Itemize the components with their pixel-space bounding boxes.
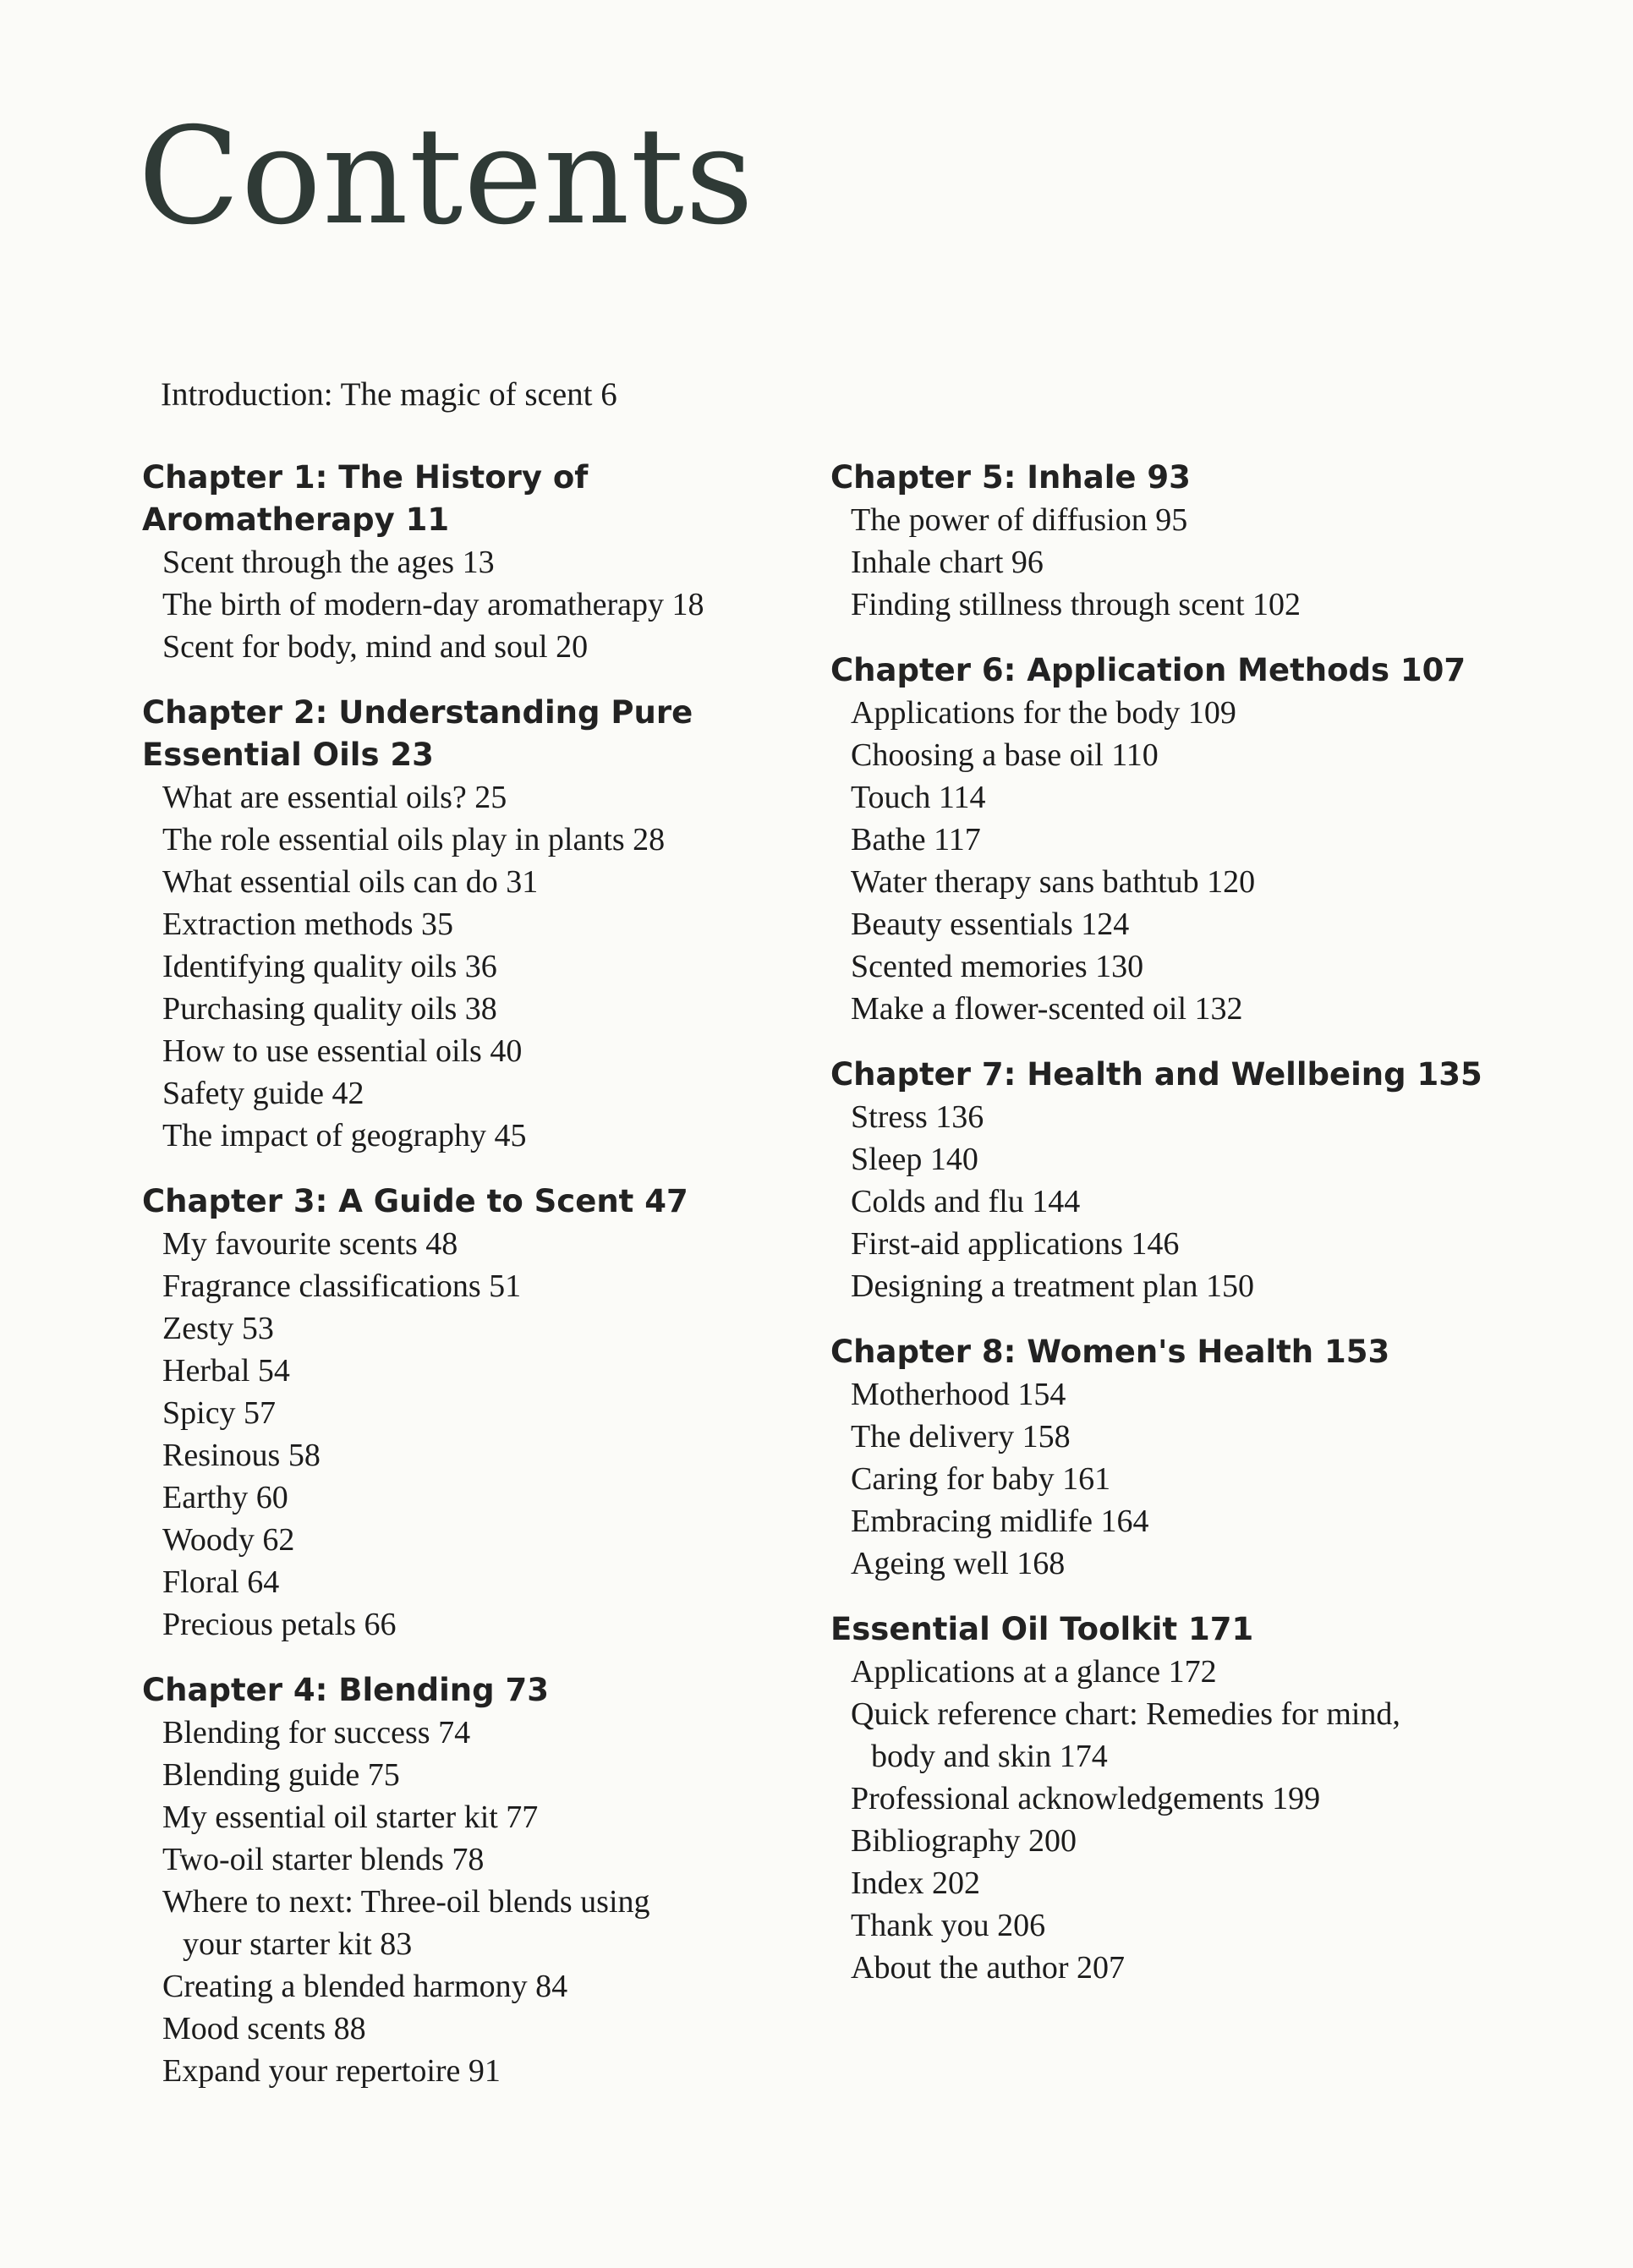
toc-entry: [830, 1651, 1524, 1693]
toc-entry-text: My favourite scents 48: [162, 1226, 458, 1262]
chapter-heading: Chapter 8: Women's Health 153: [830, 1334, 1390, 1370]
toc-chapter: [142, 1669, 785, 2092]
toc-entry-text: Sleep 140: [851, 1142, 978, 1177]
toc-right-column: [830, 457, 1524, 2013]
toc-entry: [830, 1181, 1524, 1223]
toc-entry: [142, 1434, 785, 1476]
toc-entry-text: Ageing well 168: [851, 1546, 1066, 1581]
toc-entry: [142, 1561, 785, 1603]
toc-entry: [830, 988, 1524, 1030]
toc-entry: [142, 1603, 785, 1646]
toc-entry: [830, 1947, 1524, 1989]
toc-entry-text: Safety guide 42: [162, 1076, 364, 1111]
page-title: Contents: [138, 99, 755, 255]
toc-entry-text: Bathe 117: [851, 822, 981, 857]
chapter-heading: Essential Oil Toolkit 171: [830, 1611, 1254, 1647]
toc-entry-text: The birth of modern-day aromatherapy 18: [162, 587, 704, 622]
toc-entry: [830, 903, 1524, 945]
chapter-heading: Aromatherapy 11: [142, 501, 450, 538]
toc-introduction: Introduction: The magic of scent 6: [161, 376, 617, 413]
toc-entry-text: First-aid applications 146: [851, 1226, 1180, 1262]
toc-entry-text: Creating a blended harmony 84: [162, 1969, 568, 2004]
toc-entry-text: Identifying quality oils 36: [162, 949, 497, 984]
chapter-heading: Chapter 2: Understanding Pure: [142, 694, 693, 731]
toc-entry: [142, 1030, 785, 1072]
toc-entry-text: Herbal 54: [162, 1353, 290, 1389]
toc-entry: [830, 1500, 1524, 1542]
toc-chapter: [830, 1054, 1524, 1307]
toc-entry: [142, 1838, 785, 1881]
toc-entry-text: Make a flower-scented oil 132: [851, 991, 1243, 1027]
chapter-heading: Chapter 3: A Guide to Scent 47: [142, 1183, 688, 1219]
chapter-heading: Chapter 4: Blending 73: [142, 1672, 549, 1708]
toc-entry: [830, 692, 1524, 734]
toc-entry: [142, 1754, 785, 1796]
toc-chapter: [830, 457, 1524, 626]
toc-entry: [142, 1265, 785, 1307]
toc-entry-text: Blending guide 75: [162, 1757, 400, 1793]
toc-entry-text: My essential oil starter kit 77: [162, 1800, 539, 1835]
toc-entry: [142, 1223, 785, 1265]
toc-entry: [142, 1115, 785, 1157]
toc-entry: [830, 1904, 1524, 1947]
toc-chapter: [830, 1608, 1524, 1989]
toc-entry: [830, 776, 1524, 819]
toc-entry: [142, 626, 785, 668]
toc-entry: [830, 819, 1524, 861]
toc-entry-text: Professional acknowledgements 199: [851, 1781, 1321, 1816]
toc-entry: [142, 1307, 785, 1350]
toc-entry-text: The power of diffusion 95: [851, 502, 1188, 538]
toc-entry-text: The role essential oils play in plants 28: [162, 822, 666, 857]
toc-entry: [830, 1138, 1524, 1181]
toc-chapter: [142, 692, 785, 1157]
toc-entry-text: Beauty essentials 124: [851, 907, 1130, 942]
toc-chapter: [830, 649, 1524, 1030]
toc-entry-continuation: body and skin 174: [871, 1739, 1108, 1774]
toc-entry: [830, 499, 1524, 541]
chapter-heading: Chapter 7: Health and Wellbeing 135: [830, 1056, 1482, 1093]
toc-chapter: [830, 1331, 1524, 1585]
toc-entry-text: Thank you 206: [851, 1908, 1046, 1943]
toc-entry: [142, 1519, 785, 1561]
toc-entry-text: Scent through the ages 13: [162, 545, 495, 580]
toc-entry-text: Spicy 57: [162, 1395, 277, 1431]
toc-entry: [142, 1796, 785, 1838]
toc-entry: [830, 861, 1524, 903]
toc-entry-text: Blending for success 74: [162, 1715, 471, 1750]
chapter-heading: Chapter 5: Inhale 93: [830, 459, 1191, 496]
toc-entry-text: Water therapy sans bathtub 120: [851, 864, 1256, 900]
toc-entry-text: Choosing a base oil 110: [851, 737, 1159, 773]
toc-entry: [830, 1373, 1524, 1416]
toc-entry: [142, 1712, 785, 1754]
toc-entry: [830, 1542, 1524, 1585]
toc-entry-text: Bibliography 200: [851, 1823, 1077, 1859]
toc-entry-text: Scented memories 130: [851, 949, 1144, 984]
toc-entry: [830, 1223, 1524, 1265]
toc-entry: [142, 2050, 785, 2092]
toc-entry: [830, 1693, 1524, 1778]
toc-entry-text: Stress 136: [851, 1099, 984, 1135]
toc-entry: [142, 1476, 785, 1519]
toc-entry: [142, 988, 785, 1030]
toc-entry: [830, 1096, 1524, 1138]
toc-entry-text: How to use essential oils 40: [162, 1033, 523, 1069]
toc-entry: [142, 1072, 785, 1115]
chapter-heading: Chapter 6: Application Methods 107: [830, 652, 1466, 688]
toc-entry-text: Finding stillness through scent 102: [851, 587, 1301, 622]
toc-entry-text: Zesty 53: [162, 1311, 274, 1346]
toc-entry-text: The impact of geography 45: [162, 1118, 527, 1153]
toc-left-column: [142, 457, 785, 2116]
chapter-heading: Chapter 1: The History of: [142, 459, 589, 496]
toc-entry-text: Precious petals 66: [162, 1607, 397, 1642]
toc-entry-text: Applications at a glance 172: [851, 1654, 1217, 1690]
toc-entry: [830, 1820, 1524, 1862]
toc-entry-text: What are essential oils? 25: [162, 780, 507, 815]
toc-entry-text: Applications for the body 109: [851, 695, 1236, 731]
toc-entry: [142, 583, 785, 626]
toc-entry: [142, 903, 785, 945]
toc-entry-text: Embracing midlife 164: [851, 1504, 1149, 1539]
toc-entry-text: What essential oils can do 31: [162, 864, 539, 900]
toc-entry-text: Expand your repertoire 91: [162, 2053, 501, 2089]
toc-entry-text: Index 202: [851, 1865, 981, 1901]
toc-entry-text: About the author 207: [851, 1950, 1126, 1986]
toc-entry: [830, 1862, 1524, 1904]
toc-entry: [830, 541, 1524, 583]
toc-entry-text: Woody 62: [162, 1522, 295, 1558]
toc-entry: [830, 1458, 1524, 1500]
toc-entry-text: Motherhood 154: [851, 1377, 1066, 1412]
toc-chapter: [142, 457, 785, 668]
toc-entry-text: Resinous 58: [162, 1438, 321, 1473]
toc-entry-text: Inhale chart 96: [851, 545, 1044, 580]
toc-entry-text: Purchasing quality oils 38: [162, 991, 497, 1027]
toc-entry: [830, 1416, 1524, 1458]
toc-entry: [830, 583, 1524, 626]
toc-entry-text: Caring for baby 161: [851, 1461, 1111, 1497]
toc-entry-text: Touch 114: [851, 780, 986, 815]
chapter-heading: Essential Oils 23: [142, 737, 434, 773]
toc-entry: [142, 819, 785, 861]
toc-entry: [142, 861, 785, 903]
toc-entry: [830, 1265, 1524, 1307]
toc-entry-continuation: your starter kit 83: [183, 1926, 413, 1962]
toc-entry: [830, 734, 1524, 776]
toc-entry-text: Scent for body, mind and soul 20: [162, 629, 589, 665]
toc-chapter: [142, 1181, 785, 1646]
toc-entry: [142, 1392, 785, 1434]
toc-entry: [142, 1881, 785, 1965]
toc-entry-text: Extraction methods 35: [162, 907, 454, 942]
toc-entry-text: Earthy 60: [162, 1480, 288, 1515]
toc-entry-text: Colds and flu 144: [851, 1184, 1081, 1219]
toc-entry: [142, 1965, 785, 2008]
toc-entry-text: Quick reference chart: Remedies for mind,: [851, 1696, 1400, 1732]
toc-entry-text: Floral 64: [162, 1564, 280, 1600]
toc-entry: [830, 1778, 1524, 1820]
toc-entry: [142, 1350, 785, 1392]
toc-entry: [142, 945, 785, 988]
toc-entry-text: Fragrance classifications 51: [162, 1268, 522, 1304]
toc-entry-text: Mood scents 88: [162, 2011, 366, 2046]
toc-entry: [142, 2008, 785, 2050]
toc-entry: [830, 945, 1524, 988]
toc-entry-text: Designing a treatment plan 150: [851, 1268, 1254, 1304]
toc-entry-text: The delivery 158: [851, 1419, 1071, 1454]
toc-entry: [142, 541, 785, 583]
toc-entry-text: Two-oil starter blends 78: [162, 1842, 485, 1877]
toc-entry-text: Where to next: Three-oil blends using: [162, 1884, 650, 1920]
toc-entry: [142, 776, 785, 819]
